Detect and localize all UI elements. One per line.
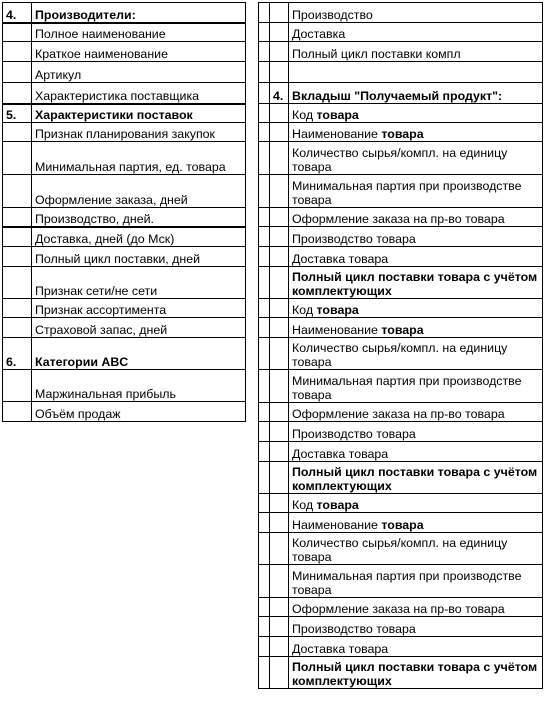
table-row	[259, 513, 543, 533]
table-row	[3, 142, 246, 175]
table-row	[3, 318, 246, 338]
spacer-cell	[259, 3, 270, 23]
row-label: Полный цикл поставки товара с учётом комплектующих	[289, 462, 543, 494]
row-label: Полный цикл поставки компл	[289, 42, 543, 62]
row-label: Количество сырья/компл. на единицу товара	[289, 338, 543, 370]
left-spec-table	[2, 2, 246, 422]
row-number	[270, 267, 289, 299]
row-number	[3, 402, 32, 422]
row-number	[270, 104, 289, 123]
row-label: Полное наименование	[32, 23, 246, 42]
table-row	[259, 227, 543, 247]
row-label: Производство, дней.	[32, 208, 246, 227]
table-row	[3, 3, 246, 23]
table-row	[259, 62, 543, 83]
row-label: Страховой запас, дней	[32, 318, 246, 338]
row-number	[270, 462, 289, 494]
row-number	[270, 227, 289, 247]
row-label: Наименование товара	[289, 123, 543, 142]
spacer-cell	[259, 338, 270, 370]
row-number	[270, 62, 289, 83]
spacer-cell	[259, 422, 270, 442]
spacer-cell	[259, 598, 270, 617]
row-number	[270, 318, 289, 338]
row-label: Производство товара	[289, 227, 543, 247]
row-number	[270, 299, 289, 318]
table-row	[259, 175, 543, 208]
row-label: Краткое наименование	[32, 42, 246, 62]
table-row	[259, 3, 543, 23]
table-row	[3, 370, 246, 402]
row-number	[270, 42, 289, 62]
row-number	[270, 617, 289, 637]
table-row	[3, 208, 246, 227]
row-label: Оформление заказа, дней	[32, 175, 246, 208]
table-row	[259, 422, 543, 442]
table-row	[259, 142, 543, 175]
spacer-cell	[259, 42, 270, 62]
table-row	[3, 227, 246, 247]
row-number	[270, 657, 289, 689]
table-row	[259, 104, 543, 123]
row-label: Признак сети/не сети	[32, 267, 246, 299]
table-row	[259, 617, 543, 637]
spacer-cell	[259, 123, 270, 142]
table-row	[3, 62, 246, 83]
row-label: Код товара	[289, 299, 543, 318]
table-row	[259, 318, 543, 338]
row-number	[270, 23, 289, 42]
spacer-cell	[259, 227, 270, 247]
row-number	[270, 247, 289, 267]
row-label: Характеристика поставщика	[32, 83, 246, 104]
row-label: Оформление заказа на пр-во товара	[289, 403, 543, 422]
table-row	[259, 247, 543, 267]
table-row	[259, 23, 543, 42]
spacer-cell	[259, 267, 270, 299]
table-row	[259, 598, 543, 617]
table-row	[259, 565, 543, 598]
row-label	[289, 62, 543, 83]
right-spec-table	[258, 2, 543, 689]
section-title: Характеристики поставок	[32, 104, 246, 123]
section-number: 6.	[3, 338, 32, 370]
table-row	[259, 42, 543, 62]
row-label: Доставка товара	[289, 247, 543, 267]
row-label: Минимальная партия, ед. товара	[32, 142, 246, 175]
spacer-cell	[259, 533, 270, 565]
table-row	[259, 462, 543, 494]
section-number: 5.	[3, 104, 32, 123]
row-label: Количество сырья/компл. на единицу товара	[289, 533, 543, 565]
spacer-cell	[259, 657, 270, 689]
spacer-cell	[259, 617, 270, 637]
table-row	[3, 267, 246, 299]
row-number	[3, 42, 32, 62]
row-number	[270, 123, 289, 142]
section-title: Вкладыш "Получаемый продукт":	[289, 83, 543, 104]
spacer-cell	[259, 403, 270, 422]
row-label: Доставка	[289, 23, 543, 42]
row-number	[3, 83, 32, 104]
table-row	[3, 83, 246, 104]
spacer-cell	[259, 83, 270, 104]
row-label: Объём продаж	[32, 402, 246, 422]
row-label: Минимальная партия при производстве товара	[289, 370, 543, 403]
row-number	[270, 494, 289, 513]
row-label: Производство товара	[289, 617, 543, 637]
row-label: Код товара	[289, 494, 543, 513]
row-number	[270, 3, 289, 23]
row-number	[270, 208, 289, 227]
row-number	[3, 267, 32, 299]
row-number	[3, 142, 32, 175]
section-number: 4.	[270, 83, 289, 104]
row-number	[3, 175, 32, 208]
table-row	[3, 247, 246, 267]
row-label: Полный цикл поставки, дней	[32, 247, 246, 267]
row-label: Минимальная партия при производстве товара	[289, 565, 543, 598]
spacer-cell	[259, 104, 270, 123]
row-label: Количество сырья/компл. на единицу товара	[289, 142, 543, 175]
spacer-cell	[259, 208, 270, 227]
row-number	[3, 227, 32, 247]
row-number	[270, 442, 289, 462]
row-number	[270, 142, 289, 175]
table-row	[3, 338, 246, 370]
table-row	[259, 637, 543, 657]
row-label: Код товара	[289, 104, 543, 123]
row-label: Производство товара	[289, 422, 543, 442]
spacer-cell	[259, 247, 270, 267]
table-row	[259, 123, 543, 142]
row-number	[3, 370, 32, 402]
row-number	[270, 370, 289, 403]
row-number	[270, 533, 289, 565]
table-row	[259, 494, 543, 513]
row-number	[270, 598, 289, 617]
row-number	[270, 338, 289, 370]
table-row	[3, 175, 246, 208]
row-label: Производство	[289, 3, 543, 23]
row-label: Минимальная партия при производстве товара	[289, 175, 543, 208]
row-number	[270, 403, 289, 422]
table-row	[259, 208, 543, 227]
spacer-cell	[259, 299, 270, 318]
row-label: Доставка товара	[289, 442, 543, 462]
spacer-cell	[259, 565, 270, 598]
row-number	[3, 318, 32, 338]
table-row	[259, 299, 543, 318]
section-title: Категории ABC	[32, 338, 246, 370]
row-number	[3, 62, 32, 83]
table-row	[3, 104, 246, 123]
row-number	[270, 422, 289, 442]
row-label: Наименование товара	[289, 513, 543, 533]
row-label: Признак планирования закупок	[32, 123, 246, 142]
row-number	[3, 247, 32, 267]
table-row	[3, 42, 246, 62]
row-number	[3, 23, 32, 42]
row-number	[270, 637, 289, 657]
row-label: Оформление заказа на пр-во товара	[289, 208, 543, 227]
row-label: Доставка, дней (до Мск)	[32, 227, 246, 247]
row-number	[3, 299, 32, 318]
row-label: Признак ассортимента	[32, 299, 246, 318]
table-row	[3, 23, 246, 42]
spacer-cell	[259, 62, 270, 83]
spacer-cell	[259, 462, 270, 494]
row-label: Доставка товара	[289, 637, 543, 657]
spacer-cell	[259, 637, 270, 657]
table-row	[259, 83, 543, 104]
spacer-cell	[259, 318, 270, 338]
spacer-cell	[259, 370, 270, 403]
table-row	[3, 402, 246, 422]
spacer-cell	[259, 442, 270, 462]
row-number	[270, 565, 289, 598]
row-number	[3, 123, 32, 142]
table-row	[3, 299, 246, 318]
row-label: Полный цикл поставки товара с учётом комплектующих	[289, 657, 543, 689]
table-row	[259, 442, 543, 462]
row-label: Оформление заказа на пр-во товара	[289, 598, 543, 617]
row-number	[270, 513, 289, 533]
row-label: Маржинальная прибыль	[32, 370, 246, 402]
table-row	[3, 123, 246, 142]
section-title: Производители:	[32, 3, 246, 23]
row-label: Полный цикл поставки товара с учётом комплектующих	[289, 267, 543, 299]
row-label: Артикул	[32, 62, 246, 83]
table-row	[259, 267, 543, 299]
row-number	[270, 175, 289, 208]
table-row	[259, 533, 543, 565]
row-number	[3, 208, 32, 227]
section-number: 4.	[3, 3, 32, 23]
spacer-cell	[259, 175, 270, 208]
row-label: Наименование товара	[289, 318, 543, 338]
table-row	[259, 657, 543, 689]
spacer-cell	[259, 23, 270, 42]
spacer-cell	[259, 142, 270, 175]
table-row	[259, 403, 543, 422]
table-row	[259, 370, 543, 403]
spacer-cell	[259, 513, 270, 533]
table-row	[259, 338, 543, 370]
spacer-cell	[259, 494, 270, 513]
